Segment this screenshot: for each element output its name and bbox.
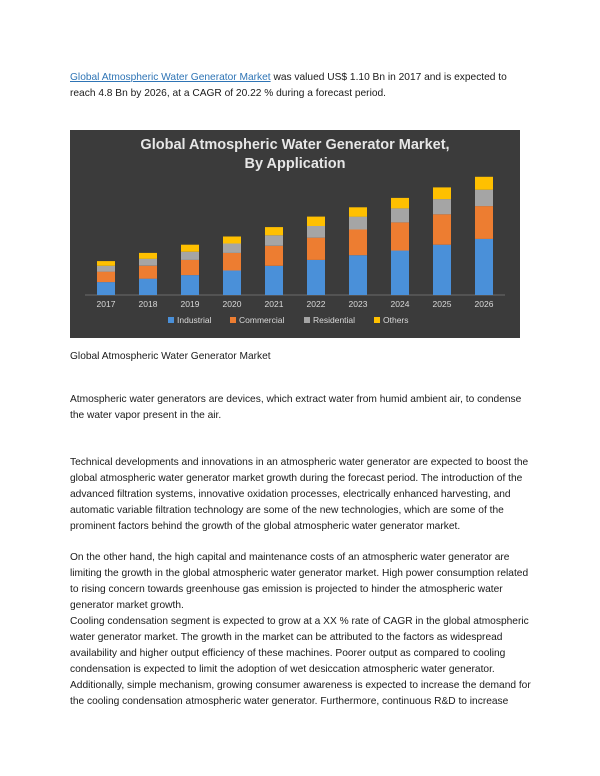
chart-title-line-1: Global Atmospheric Water Generator Market,: [140, 137, 450, 153]
bar-commercial-2025: [433, 214, 451, 244]
bar-others-2021: [265, 227, 283, 235]
bar-industrial-2017: [97, 282, 115, 295]
bar-residential-2020: [223, 244, 241, 253]
legend-swatch-industrial: [168, 317, 174, 323]
market-link[interactable]: Global Atmospheric Water Generator Market: [70, 72, 271, 83]
bar-others-2020: [223, 237, 241, 244]
bar-others-2023: [349, 207, 367, 216]
bar-residential-2023: [349, 217, 367, 230]
x-tick-labels: [97, 299, 494, 309]
x-tick-label: 2024: [390, 299, 410, 309]
intro-text: was valued US$ 1.10 Bn in 2017 and is expected to reach 4.8 Bn by 2026, at a CAGR of 20.22 % during a forecast period.: [70, 72, 507, 99]
bar-others-2017: [97, 261, 115, 266]
x-tick-label: 2022: [306, 299, 326, 309]
bar-commercial-2017: [97, 272, 115, 283]
bar-commercial-2022: [307, 238, 325, 260]
bar-industrial-2018: [139, 279, 157, 295]
figure-caption: Global Atmospheric Water Generator Market: [70, 351, 271, 362]
bar-commercial-2021: [265, 246, 283, 266]
paragraph-cooling-condensation: Cooling condensation segment is expected to grow at a XX % rate of CAGR in the global atmospheric water generator market. The growth in the market can be attributed to the factors as widespread availability and higher output efficiency of these machines. Poorer output as compared to cooling condensation is expected to limit the adoption of wet desiccation atmospheric water generator. Additionally, simple mechanism, growing consumer awareness is expected to increase the demand for the cooling condensation atmospheric water generator. Furthermore, continuous R&D to increase: [70, 616, 531, 707]
x-tick-label: 2025: [432, 299, 452, 309]
bar-others-2024: [391, 198, 409, 209]
application-chart: [70, 130, 520, 338]
x-tick-label: 2018: [138, 299, 158, 309]
x-tick-label: 2021: [264, 299, 284, 309]
paragraph-technology: Technical developments and innovations in an atmospheric water generator are expected to boost the global atmospheric water generator market growth during the forecast period. The introduction of the advanced filtration systems, innovative oxidation processes, electrically enhanced harvesting, and automatic variable filtration technology are some of the new technologies, which are some of the prominent factors behind the growth of the global atmospheric water generator market.: [70, 457, 529, 532]
bar-others-2022: [307, 217, 325, 226]
bar-commercial-2024: [391, 223, 409, 251]
bars-group: [97, 177, 493, 295]
bar-industrial-2026: [475, 239, 493, 295]
bar-residential-2024: [391, 208, 409, 222]
bar-industrial-2019: [181, 275, 199, 295]
paragraph-definition: Atmospheric water generators are devices, which extract water from humid ambient air, to condense the water vapor present in the air.: [70, 394, 522, 421]
legend-label-commercial: Commercial: [239, 315, 285, 325]
bar-commercial-2019: [181, 260, 199, 275]
bar-residential-2017: [97, 266, 115, 272]
legend-swatch-residential: [304, 317, 310, 323]
bar-industrial-2024: [391, 251, 409, 296]
bar-commercial-2018: [139, 266, 157, 279]
legend-label-residential: Residential: [313, 315, 356, 325]
bar-others-2019: [181, 245, 199, 252]
bar-industrial-2023: [349, 255, 367, 295]
x-tick-label: 2020: [222, 299, 242, 309]
bar-others-2018: [139, 253, 157, 259]
bar-residential-2021: [265, 235, 283, 246]
bar-commercial-2023: [349, 230, 367, 256]
legend-swatch-others: [374, 317, 380, 323]
bar-commercial-2020: [223, 253, 241, 271]
chart-svg: [70, 130, 520, 338]
bar-industrial-2022: [307, 260, 325, 295]
legend-swatch-commercial: [230, 317, 236, 323]
chart-title-line-2: By Application: [244, 156, 346, 172]
bar-residential-2026: [475, 190, 493, 206]
x-tick-label: 2019: [180, 299, 200, 309]
intro-paragraph: [70, 70, 532, 102]
legend-label-others: Others: [383, 315, 409, 325]
bar-residential-2025: [433, 199, 451, 214]
bar-residential-2022: [307, 226, 325, 238]
bar-industrial-2021: [265, 266, 283, 295]
x-tick-label: 2023: [348, 299, 368, 309]
bar-residential-2019: [181, 252, 199, 260]
bar-residential-2018: [139, 259, 157, 266]
legend-label-industrial: Industrial: [177, 315, 212, 325]
bar-commercial-2026: [475, 206, 493, 239]
bar-industrial-2020: [223, 270, 241, 295]
bar-others-2025: [433, 187, 451, 199]
paragraph-restraints: On the other hand, the high capital and maintenance costs of an atmospheric water generator are limiting the growth in the global atmospheric water generator market. High power consumption related to rising concern towards greenhouse gas emission is projected to hinder the atmospheric water generator market growth.: [70, 552, 529, 611]
bar-industrial-2025: [433, 245, 451, 295]
x-tick-label: 2026: [474, 299, 494, 309]
x-tick-label: 2017: [96, 299, 116, 309]
chart-legend: [168, 315, 409, 325]
bar-others-2026: [475, 177, 493, 190]
